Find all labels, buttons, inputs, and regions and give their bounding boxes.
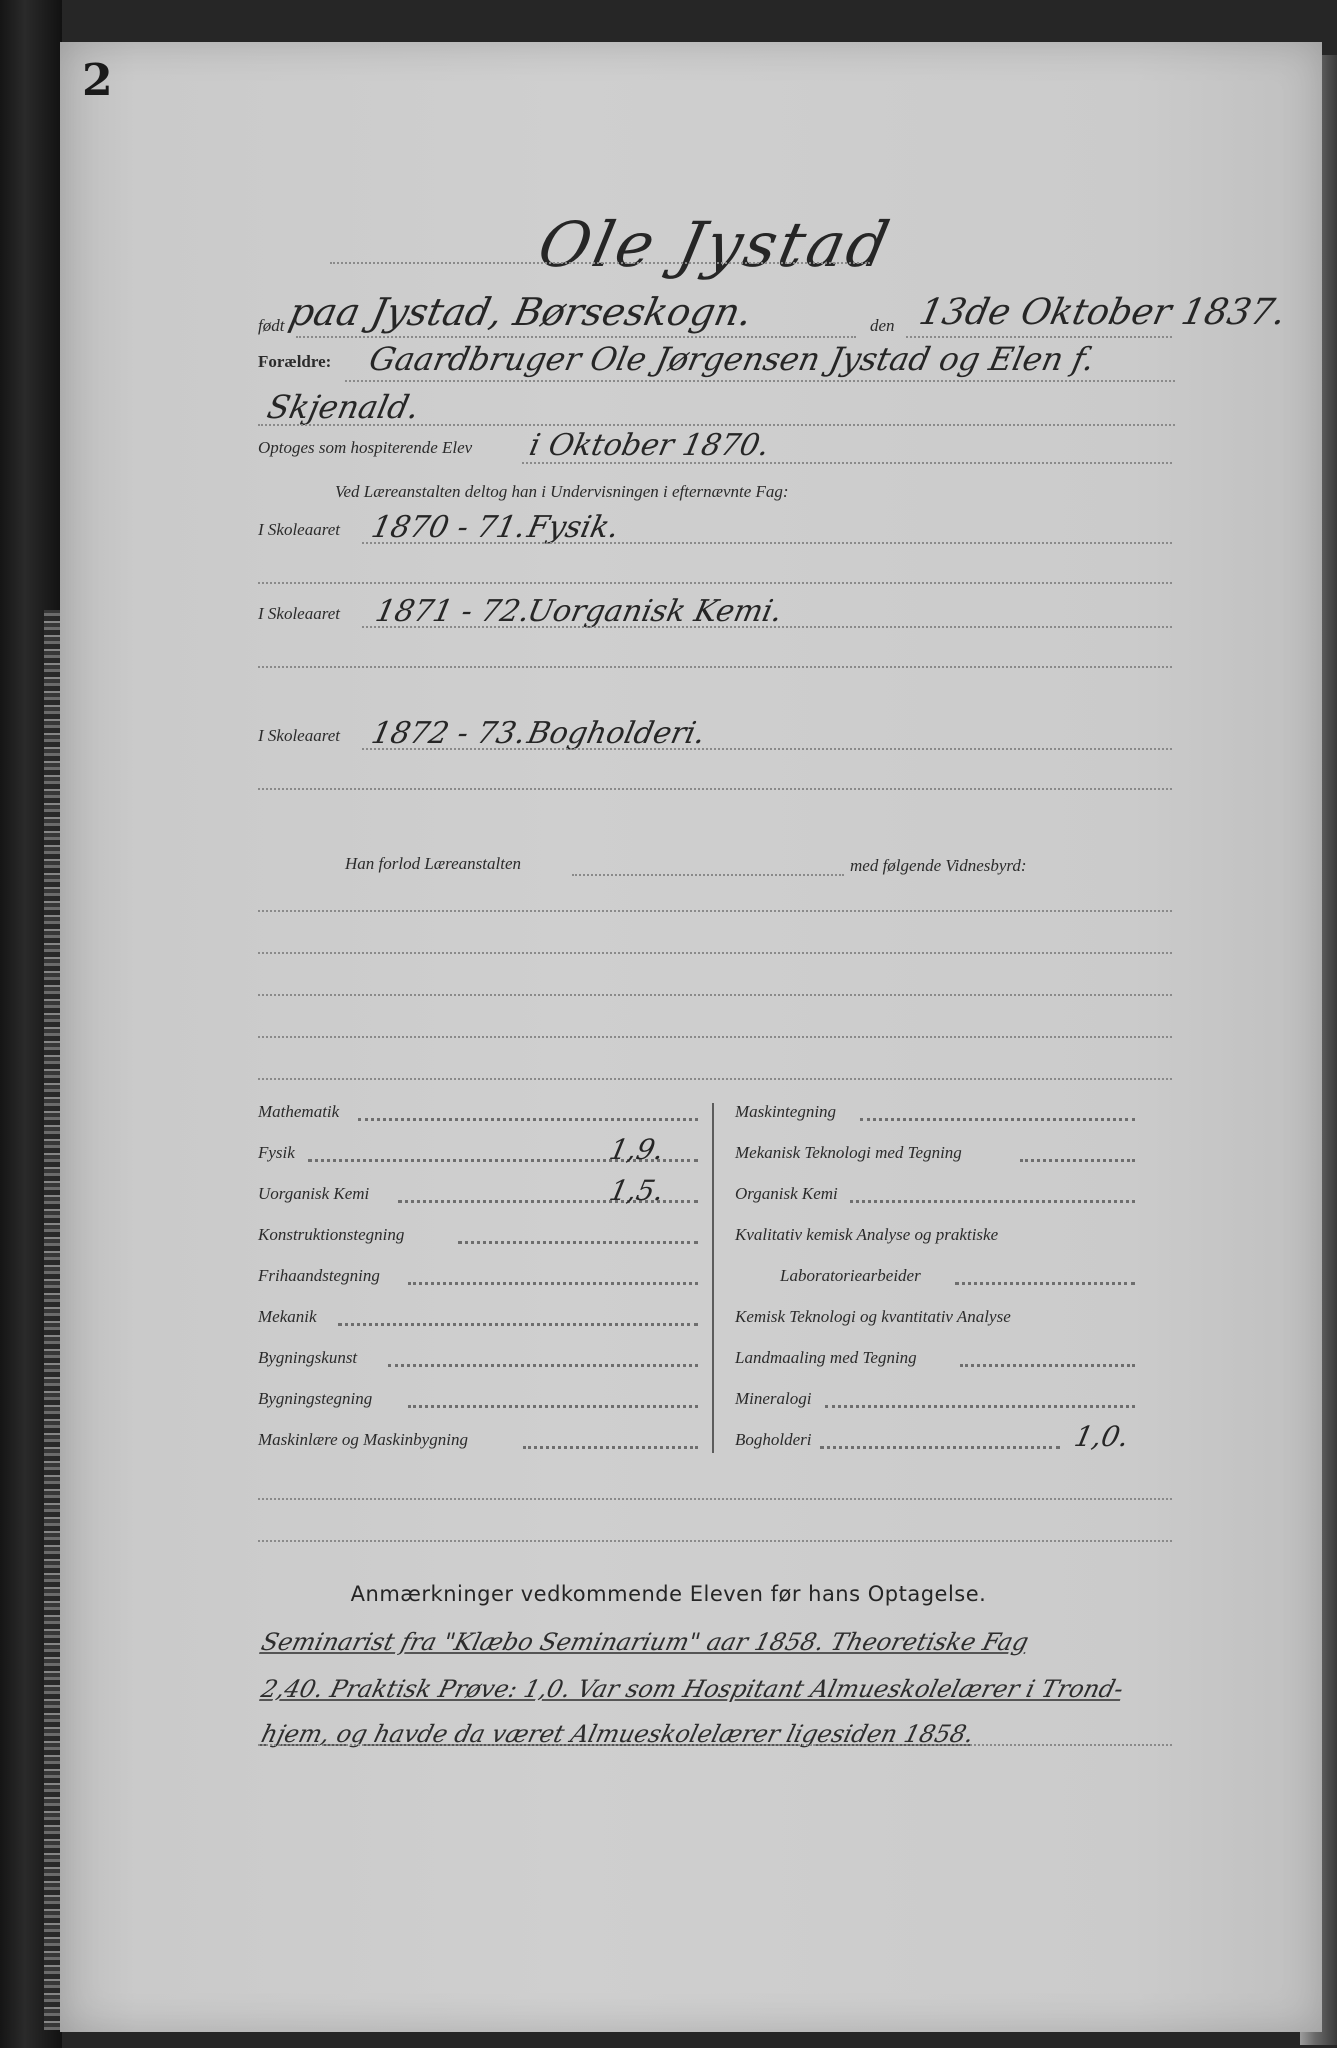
grade-subject: Mekanisk Teknologi med Tegning xyxy=(735,1143,962,1162)
grade-subject: Organisk Kemi xyxy=(735,1184,838,1203)
date-label: den xyxy=(870,316,895,335)
parents-line-1: Gaardbruger Ole Jørgensen Jystad og Elen f. xyxy=(365,340,1098,378)
admission-line xyxy=(522,462,1172,464)
departure-right-text: med følgende Vidnesbyrd: xyxy=(850,856,1027,875)
school-year-subjects-3: Bogholderi. xyxy=(524,716,709,751)
birth-place: paa Jystad, Børseskogn. xyxy=(285,290,757,334)
grade-subject: Laboratoriearbeider xyxy=(780,1266,921,1285)
school-year-years-3: 1872 - 73. xyxy=(368,716,530,751)
grade-row xyxy=(258,1174,698,1218)
testimony-rule-4 xyxy=(258,1036,1172,1038)
grade-dots xyxy=(388,1364,698,1367)
testimony-rule-5 xyxy=(258,1078,1172,1080)
grade-dots xyxy=(960,1364,1135,1367)
school-year-years-2: 1871 - 72. xyxy=(372,594,534,629)
school-year-rule-1b xyxy=(258,582,1172,584)
grade-row xyxy=(258,1096,698,1136)
admission-value: i Oktober 1870. xyxy=(526,428,773,463)
parents-rule-2 xyxy=(258,424,1175,426)
grade-dots xyxy=(955,1282,1135,1285)
testimony-rule-3 xyxy=(258,994,1172,996)
school-year-label-2: I Skoleaaret xyxy=(258,604,340,623)
grade-subject: Frihaandstegning xyxy=(258,1266,380,1285)
grade-dots xyxy=(820,1446,1060,1449)
school-year-label-3: I Skoleaaret xyxy=(258,726,340,745)
grade-row xyxy=(258,1301,698,1341)
grade-row xyxy=(780,1260,1135,1300)
grade-subject: Kemisk Teknologi og kvantitativ Analyse xyxy=(735,1307,1011,1326)
grade-subject: Maskintegning xyxy=(735,1102,837,1121)
grade-row xyxy=(735,1219,1135,1259)
school-year-subjects-1: Fysik. xyxy=(524,510,623,545)
grade-subject: Maskinlære og Maskinbygning xyxy=(258,1430,468,1449)
grade-subject: Fysik xyxy=(258,1143,295,1162)
remarks-heading: Anmærkninger vedkommende Eleven før hans Optagelse. xyxy=(350,1582,987,1606)
grade-row xyxy=(735,1096,1135,1136)
birth-place-line xyxy=(296,336,856,338)
birth-date: 13de Oktober 1837. xyxy=(915,292,1290,333)
grade-subject: Kvalitativ kemisk Analyse og praktiske xyxy=(735,1225,999,1244)
school-year-label-1: I Skoleaaret xyxy=(258,520,340,539)
school-year-rule-1 xyxy=(362,542,1172,544)
remark-line-1: Seminarist fra "Klæbo Seminarium" aar 1858. Theoretiske Fag xyxy=(258,1628,1032,1656)
grade-dots xyxy=(408,1282,698,1285)
grade-row xyxy=(258,1219,698,1259)
school-year-rule-3 xyxy=(362,748,1172,750)
school-year-rule-2b xyxy=(258,666,1172,668)
remark-line-3: hjem, og havde da været Almueskolelærer ligesiden 1858. xyxy=(258,1720,977,1748)
departure-date-line xyxy=(572,874,844,876)
grade-subject: Bygningskunst xyxy=(258,1348,358,1367)
student-name: Ole Jystad xyxy=(532,208,899,281)
grade-value: 1,5. xyxy=(606,1174,667,1207)
birth-date-line xyxy=(906,336,1172,338)
grade-dots xyxy=(523,1446,698,1449)
name-line xyxy=(330,262,870,264)
school-year-rule-3b xyxy=(258,788,1172,790)
grade-subject: Mathematik xyxy=(258,1102,340,1121)
grade-dots xyxy=(458,1241,698,1244)
grade-dots xyxy=(358,1118,698,1121)
grade-subject: Mineralogi xyxy=(735,1389,812,1408)
grade-row xyxy=(258,1383,698,1423)
grade-row xyxy=(735,1420,1135,1464)
grade-row xyxy=(735,1137,1135,1177)
grade-row xyxy=(735,1178,1135,1218)
grade-value: 1,9. xyxy=(606,1133,667,1166)
grade-subject: Bogholderi xyxy=(735,1430,812,1449)
testimony-rule-1 xyxy=(258,910,1172,912)
grade-subject: Konstruktionstegning xyxy=(258,1225,405,1244)
grade-row xyxy=(735,1301,1135,1341)
grade-row xyxy=(735,1342,1135,1382)
grades-rule-bottom-2 xyxy=(258,1540,1172,1542)
parents-label: Forældre: xyxy=(258,352,332,371)
school-year-subjects-2: Uorganisk Kemi. xyxy=(524,594,786,629)
admission-label: Optoges som hospiterende Elev xyxy=(258,438,473,457)
grade-row xyxy=(258,1133,698,1177)
grades-rule-bottom xyxy=(258,1498,1172,1500)
remarks-rule xyxy=(258,1744,1172,1746)
parents-rule-1 xyxy=(345,380,1175,382)
school-year-years-1: 1870 - 71. xyxy=(368,510,530,545)
born-label: født xyxy=(258,316,285,335)
grade-dots xyxy=(850,1200,1135,1203)
grade-subject: Mekanik xyxy=(258,1307,317,1326)
grade-row xyxy=(258,1260,698,1300)
school-year-rule-2 xyxy=(362,626,1172,628)
grade-subject: Uorganisk Kemi xyxy=(258,1184,370,1203)
grade-dots xyxy=(825,1405,1135,1408)
grade-row xyxy=(258,1342,698,1382)
grade-row xyxy=(735,1383,1135,1423)
grade-dots xyxy=(408,1405,698,1408)
page-number: 2 xyxy=(82,55,113,106)
instruction-heading: Ved Læreanstalten deltog han i Undervisningen i efternævnte Fag: xyxy=(335,482,789,501)
remark-line-2: 2,40. Praktisk Prøve: 1,0. Var som Hospitant Almueskolelærer i Trond- xyxy=(258,1675,1127,1703)
departure-left-text: Han forlod Læreanstalten xyxy=(345,854,521,873)
testimony-rule-2 xyxy=(258,952,1172,954)
grade-dots xyxy=(860,1118,1135,1121)
grades-column-divider xyxy=(712,1103,714,1453)
parents-line-2: Skjenald. xyxy=(263,388,423,426)
grade-dots xyxy=(338,1323,698,1326)
grade-subject: Bygningstegning xyxy=(258,1389,373,1408)
grade-dots xyxy=(1020,1159,1135,1162)
grade-subject: Landmaaling med Tegning xyxy=(735,1348,917,1367)
grade-value: 1,0. xyxy=(1071,1420,1132,1453)
grade-row xyxy=(258,1424,698,1464)
